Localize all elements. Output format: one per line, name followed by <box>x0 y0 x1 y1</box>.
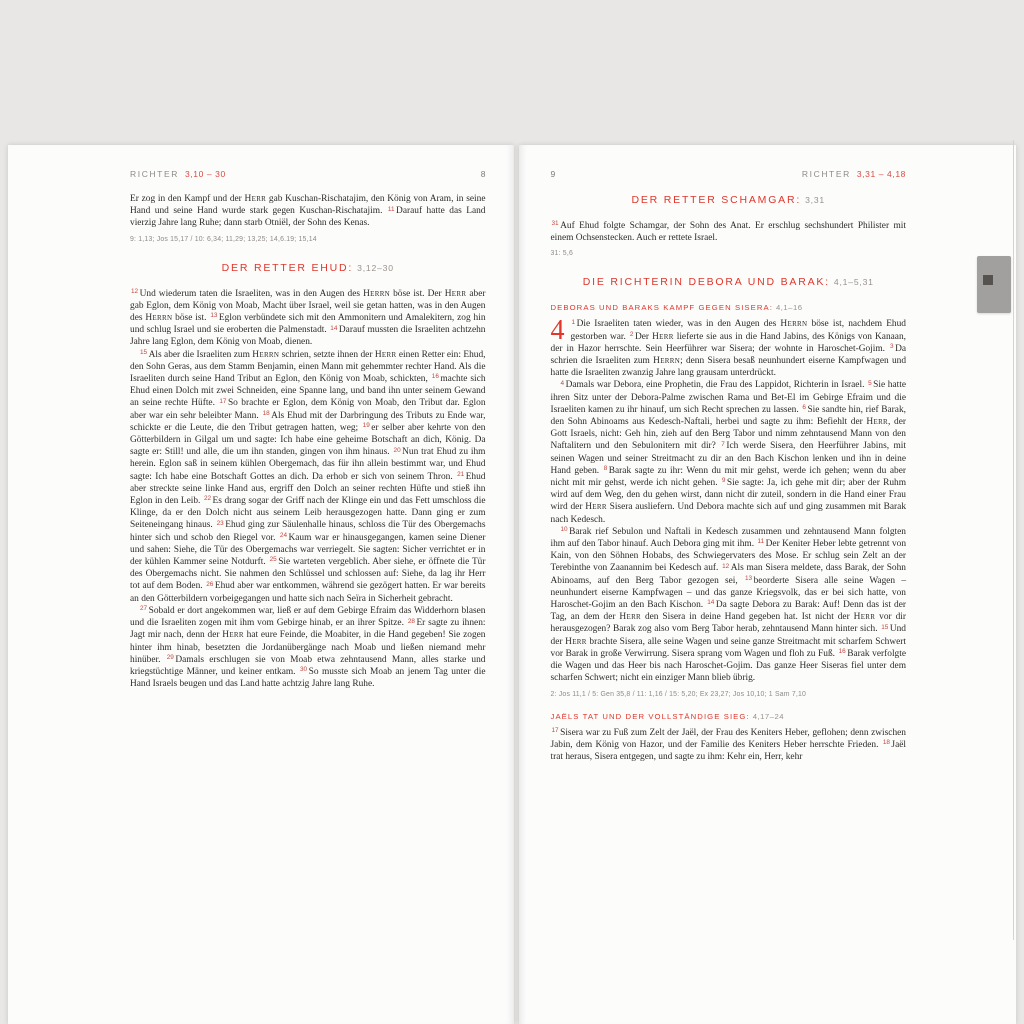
scroll-thumb[interactable] <box>977 256 1011 313</box>
section-heading-range: 3,31 <box>805 195 826 205</box>
page-number: 9 <box>550 169 556 179</box>
section-heading <box>551 275 907 289</box>
paragraph: $^{12}$ Und wiederum taten die Israeliten, was in den Augen des Herrn böse ist. Der Herr aber gab Eglon, dem König von Moab, Macht über Israel, weil sie getan hatten, was in den Augen des Herrn böse ist. $^{13}$ Eglon verbündete sich mit den Ammonitern und Amalekitern, zog hin und schlug Israel und sie eroberten die Palmenstadt. $^{14}$ Darauf mussten die Israeliten achtzehn Jahre lang Eglon, dem König von Moab, dienen. <box>130 288 486 348</box>
verse-number: 8 <box>603 465 608 473</box>
book-name: RICHTER <box>801 169 851 179</box>
cross-references: 9: 1,13; Jos 15,17 / 10: 6,34; 11,29; 13,25; 14,6.19; 15,14 <box>130 235 317 243</box>
verse-number: 16 <box>838 648 846 656</box>
verse-number: 14 <box>707 599 715 607</box>
page-content <box>130 193 486 690</box>
paragraph: 4 $^1$ Die Israeliten taten wieder, was in den Augen des Herrn böse ist, nachdem Ehud gestorben war. $^2$ Der Herr lieferte sie aus in die Hand Jabins, des Königs von Kanaan, der in Hazor herrschte. Sein Heerführer war Sisera; der wohnte in Haroschet-Gojim. $^3$ Da schrien die Israeliten zum Herrn; denn Sisera besaß neunhundert eiserne Kampfwagen und hatte die Israeliten zwanzig Jahre lang grausam unterdrückt. <box>550 315 907 379</box>
paragraph: $^{15}$ Als aber die Israeliten zum Herrn schrien, setzte ihnen der Herr einen Retter ein: Ehud, den Sohn Geras, aus dem Stamm Benjamin, einen Mann mit gehemmter rechter Hand. Als die Israeliten durch seine Hand Tribut an Eglon, den König von Moab, schickten, $^{16}$ machte sich Ehud einen Dolch mit zwei Schneiden, eine Spanne lang, und band ihn unter seinem Gewand an seine rechte Hüfte. $^{17}$ So brachte er Eglon, dem König von Moab, den Tribut dar. Eglon aber war ein sehr beleibter Mann. $^{18}$ Als Ehud mit der Darbringung des Tributs zu Ende war, schickte er die Leute, die den Tribut getragen hatten, weg; $^{19}$ er selber aber kehrte von den Götterbildern in Gilgal um und sagte: Ich habe eine geheime Botschaft an dich, König. Da sagte er: Still! und alle, die um ihn standen, gingen von ihm hinaus. $^{20}$ Nun trat Ehud zu ihm herein. Eglon saß in seinem kühlen Obergemach, das für ihn allein bestimmt war, und Ehud sagte: Ich habe eine Botschaft Gottes an dich. Da erhob er sich von seinem Thron. $^{21}$ Ehud aber streckte seine linke Hand aus, ergriff den Dolch an seiner rechten Hüfte und stieß ihn Eglon in den Leib. $^{22}$ Es drang sogar der Griff nach der Klinge ein und das Fett umschloss die Klinge, da er den Dolch nicht aus seinem Leib herausgezogen hatte. Dann ging er zum Seiteneingang hinaus. $^{23}$ Ehud ging zur Säulenhalle hinaus, schloss die Tür des Obergemachs hinter sich und schob den Riegel vor. $^{24}$ Kaum war er hinausgegangen, kamen seine Diener und sahen: Siehe, die Tür des Obergemachs war verriegelt. Sie sagten: Sicher verrichtet er in der kühlen Kammer seine Notdurft. $^{25}$ Sie warteten vergeblich. Aber siehe, er öffnete die Tür des Obergemachs nicht. Sie nahmen den Schlüssel und schlossen auf: Siehe, da lag ihr Herr tot auf dem Boden. $^{26}$ Ehud aber war entkommen, während sie gezögert hatten. Er war bereits an den Götterbildern vorbeigegangen und hatte sich nach Seïra in Sicherheit gebracht. <box>130 349 486 604</box>
verse-number: 2 <box>629 331 634 339</box>
verse-number: 30 <box>300 666 308 674</box>
section-heading <box>551 193 907 207</box>
chapter-dropcap: 4 <box>550 315 565 347</box>
verse-number: 15 <box>140 349 148 357</box>
verse-number: 9 <box>721 477 726 485</box>
verse-number: 23 <box>216 519 224 527</box>
verse-number: 31 <box>551 220 559 228</box>
verse-number: 28 <box>407 617 415 625</box>
verse-number: 1 <box>571 318 576 326</box>
verse-number: 15 <box>881 623 889 631</box>
verse-number: 12 <box>722 562 730 570</box>
paragraph: $^4$ Damals war Debora, eine Prophetin, die Frau des Lappidot, Richterin in Israel. $^5$ Sie hatte ihren Sitz unter der Debora-Palme zwischen Rama und Bet-El im Gebirge Efraim und die Israeliten kamen zu ihr hinauf, um sich Recht sprechen zu lassen. $^6$ Sie sandte hin, rief Barak, den Sohn Abinoams aus Kedesch-Naftali, herbei und sagte zu ihm: Befiehlt der Herr, der Gott Israels, nicht: Geh hin, zieh auf den Berg Tabor und nimm zehntausend Mann von den Naftalitern und den Sebulonitern mit dir? $^7$ Ich werde Sisera, den Heerführer Jabins, mit seinen Wagen und seiner Streitmacht zu dir an den Bach Kischon lenken und ihn in deine Hand geben. $^8$ Barak sagte zu ihr: Wenn du mit mir gehst, werde ich gehen; wenn du aber nicht mit mir gehst, werde ich nicht gehen. $^9$ Sie sagte: Ja, ich gehe mit dir; aber der Ruhm wird auf dem Weg, den du gehen wirst, dann nicht dir zuteil, sondern in die Hand einer Frau wird der Herr Sisera ausliefern. Und Debora machte sich auf und ging zusammen mit Barak nach Kedesch. <box>550 379 907 525</box>
verse-number: 5 <box>868 379 872 387</box>
verse-number: 16 <box>431 373 439 381</box>
divine-name: Herr <box>565 636 587 647</box>
divine-name: Herr <box>866 417 889 428</box>
page-left <box>8 145 514 1024</box>
divine-name: Herr <box>652 331 674 342</box>
divine-name: Herr <box>619 612 642 623</box>
verse-number: 14 <box>330 324 338 332</box>
paragraph: $^{27}$ Sobald er dort angekommen war, ließ er auf dem Gebirge Efraim das Widderhorn blasen und die Israeliten zogen mit ihm vom Gebirge hinab, er an ihrer Spitze. $^{28}$ Er sagte zu ihnen: Jagt mir nach, denn der Herr hat eure Feinde, die Moabiter, in die Hand gegeben! Sie zogen hinter ihm hinab, besetzten die Jordanübergänge nach Moab und ließen niemand mehr hinüber. $^{29}$ Damals erschlugen sie von Moab etwa zehntausend Mann, alles starke und kriegstüchtige Männer, und keiner entkam. $^{30}$ So musste sich Moab an jenem Tag unter die Hand Israels beugen und das Land hatte achtzig Jahre lang Ruhe. <box>130 605 486 690</box>
scroll-handle-icon <box>983 275 993 285</box>
verse-number: 12 <box>131 288 139 296</box>
sub-heading-range: 4,1–16 <box>776 303 803 313</box>
verse-number: 18 <box>882 739 890 747</box>
verse-number: 18 <box>262 410 270 418</box>
divine-name: Herrn <box>145 313 173 324</box>
verse-number: 13 <box>210 312 218 320</box>
verse-number: 10 <box>560 526 568 534</box>
running-head <box>551 169 907 179</box>
sub-heading <box>551 711 907 722</box>
divine-name: Herr <box>853 612 876 623</box>
page-content <box>551 193 907 763</box>
verse-number: 4 <box>560 379 565 387</box>
verse-number: 19 <box>362 422 370 430</box>
section-heading <box>130 261 486 275</box>
cross-references: 31: 5,6 <box>550 250 573 258</box>
verse-number: 26 <box>206 580 214 588</box>
verse-number: 11 <box>757 538 765 546</box>
book-spread <box>8 145 1016 1024</box>
verse-number: 13 <box>744 575 753 583</box>
verse-number: 20 <box>393 446 401 454</box>
verse-number: 24 <box>279 532 287 540</box>
running-head-reference <box>802 169 906 179</box>
verse-number: 29 <box>166 654 174 662</box>
divine-name: Herrn <box>252 349 280 360</box>
paragraph: $^{17}$ Sisera war zu Fuß zum Zelt der Jaël, der Frau des Keniters Heber, geflohen; denn zwischen Jabin, dem König von Hazor, und der Familie des Keniters Heber herrschte Frieden. $^{18}$ Jaël trat heraus, Sisera entgegen, und sagte zu ihm: Kehr ein, Herr, kehr <box>550 726 906 762</box>
divine-name: Herr <box>444 288 467 299</box>
paragraph: $^{31}$ Auf Ehud folgte Schamgar, der Sohn des Anat. Er erschlug sechshundert Philister mit einem Ochsenstecken. Auch er rettete Israel. <box>550 220 906 244</box>
verse-number: 25 <box>269 556 277 564</box>
verse-number: 7 <box>721 440 725 448</box>
divine-name: Herr <box>222 630 244 641</box>
sub-heading-label: DEBORAS UND BARAKS KAMPF GEGEN SISERA: <box>550 303 773 313</box>
sub-heading <box>551 302 907 313</box>
running-head <box>130 169 486 179</box>
section-heading-range: 4,1–5,31 <box>833 277 874 288</box>
sub-heading-range: 4,17–24 <box>752 711 785 721</box>
divine-name: Herrn <box>363 288 391 299</box>
verse-number: 27 <box>140 605 148 613</box>
cross-references: 2: Jos 11,1 / 5: Gen 35,8 / 11: 1,16 / 15: 5,20; Ex 23,27; Jos 10,10; 1 Sam 7,10 <box>550 690 807 698</box>
section-heading-label: DIE RICHTERIN DEBORA UND BARAK: <box>582 276 830 289</box>
running-head-reference <box>130 169 226 179</box>
divine-name: Herrn <box>653 356 681 367</box>
scrollbar-track[interactable] <box>1013 140 1014 940</box>
section-heading-label: DER RETTER EHUD: <box>221 261 354 274</box>
verse-number: 17 <box>219 397 227 405</box>
page-right <box>519 145 1017 1024</box>
verse-range: 3,10 – 30 <box>184 169 226 179</box>
paragraph: Er zog in den Kampf und der Herr gab Kuschan-Rischatajim, den König von Aram, in seine Hand und seine Hand wurde stark gegen Kuschan-Rischatajim. $^{11}$ Darauf hatte das Land vierzig Jahre lang Ruhe; dann starb Otniël, der Sohn des Kenas. <box>130 194 486 229</box>
verse-number: 3 <box>890 343 894 351</box>
verse-number: 6 <box>802 404 806 412</box>
divine-name: Herr <box>374 349 397 360</box>
verse-number: 11 <box>387 205 395 213</box>
book-name: RICHTER <box>130 169 179 179</box>
sub-heading-label: JAËLS TAT UND DER VOLLSTÄNDIGE SIEG: <box>550 711 750 721</box>
page-number: 8 <box>480 169 486 179</box>
divine-name: Herrn <box>780 319 808 330</box>
section-heading-range: 3,12–30 <box>357 262 394 273</box>
verse-number: 22 <box>203 495 212 503</box>
divine-name: Herr <box>244 194 267 204</box>
verse-number: 21 <box>457 471 465 479</box>
paragraph: $^{10}$ Barak rief Sebulon und Naftali in Kedesch zusammen und zehntausend Mann folgten ihm auf den Tabor hinauf. Auch Debora ging mit ihm. $^{11}$ Der Keniter Heber lebte getrennt von Kain, von den Söhnen Hobabs, des Schwiegervaters des Mose. Er schlug sein Zelt an der Terebinthe von Zaanannim bei Kedesch auf. $^{12}$ Als man Sisera meldete, dass Barak, der Sohn Abinoams, auf den Berg Tabor gezogen sei, $^{13}$ beorderte Sisera alle seine Wagen – neunhundert eiserne Kampfwagen – und das ganze Kriegsvolk, das er bei sich hatte, von Haroschet-Gojim an den Bach Kischon. $^{14}$ Da sagte Debora zu Barak: Auf! Denn das ist der Tag, an dem der Herr den Sisera in deine Hand gegeben hat. Ist nicht der Herr vor dir herausgezogen? Barak zog also vom Berg Tabor herab, zehntausend Mann hinter sich. $^{15}$ Und der Herr brachte Sisera, alle seine Wagen und seine ganze Streitmacht mit scharfem Schwert vor Barak in große Verwirrung. Sisera sprang vom Wagen und floh zu Fuß. $^{16}$ Barak verfolgte die Wagen und das Heer bis nach Haroschet-Gojim. Das ganze Heer Siseras fiel unter dem scharfen Schwert; nicht ein einziger Mann blieb übrig. <box>550 526 907 684</box>
divine-name: Herr <box>585 502 607 513</box>
verse-range: 3,31 – 4,18 <box>856 169 906 179</box>
section-heading-label: DER RETTER SCHAMGAR: <box>631 194 802 206</box>
verse-number: 17 <box>551 726 559 734</box>
